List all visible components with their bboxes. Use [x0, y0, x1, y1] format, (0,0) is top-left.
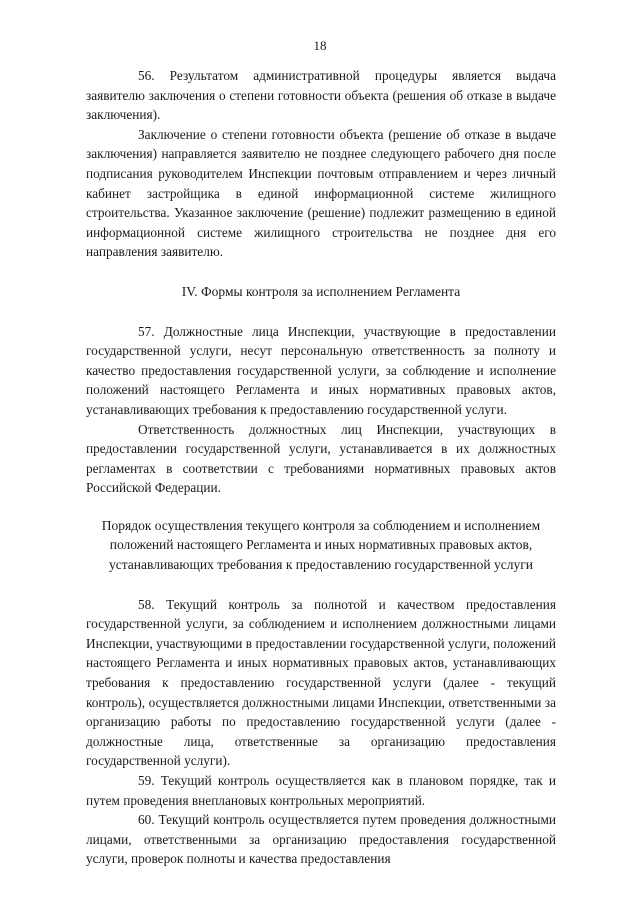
subsection-heading-current-control: Порядок осуществления текущего контроля за соблюдением и исполнением положений настоящего Регламента и иных нормативных правовых актов, устанавливающих требования к предоставлению государственной услуги — [101, 517, 541, 573]
section-heading-iv: IV. Формы контроля за исполнением Регламента — [181, 283, 461, 299]
paragraph-58: 58. Текущий контроль за полнотой и качеством предоставления государственной услуги, за соблюдением и исполнением должностными лицами Инспекции, участвующими в предоставлении государственной услуги, положений настоящего Регламента и иных нормативных правовых актов, устанавливающих требования к предоставлению государственной услуги (далее - текущий контроль), осуществляется должностными лицами Инспекции, ответственными за организацию работы по предоставлению государственной услуги (далее - должностные лица, ответственные за организацию предоставления государственной услуги). — [86, 596, 556, 769]
paragraph-59: 59. Текущий контроль осуществляется как в плановом порядке, так и путем проведения внеплановых контрольных мероприятий. — [86, 773, 556, 808]
paragraph-57: 57. Должностные лица Инспекции, участвующие в предоставлении государственной услуги, несут персональную ответственность за полноту и качество предоставления государственной услуги, за соблюдение и исполнение положений настоящего Регламента и иных нормативных правовых актов, устанавливающих требования к предоставлению государственной услуги. — [86, 323, 556, 417]
document-body — [86, 66, 556, 869]
paragraph-56-conclusion: Заключение о степени готовности объекта (решение об отказе в выдаче заключения) направляется заявителю не позднее следующего рабочего дня после подписания руководителем Инспекции почтовым отправлением и через личный кабинет застройщика в единой информационной системе жилищного строительства. Указанное заключение (решение) подлежит размещению в единой информационной системе жилищного строительства не позднее дня его направления заявителю. — [86, 126, 556, 260]
paragraph-57-responsibility: Ответственность должностных лиц Инспекции, участвующих в предоставлении государственной услуги, устанавливается в их должностных регламентах в соответствии с требованиями нормативных правовых актов Российской Федерации. — [86, 421, 556, 496]
page-number: 18 — [313, 38, 327, 53]
paragraph-56: 56. Результатом административной процедуры является выдача заявителю заключения о степени готовности объекта (решения об отказе в выдаче заключения). — [86, 68, 556, 123]
paragraph-60: 60. Текущий контроль осуществляется путем проведения должностными лицами, ответственными за организацию предоставления государственной услуги, проверок полноты и качества предоставления — [86, 812, 556, 867]
